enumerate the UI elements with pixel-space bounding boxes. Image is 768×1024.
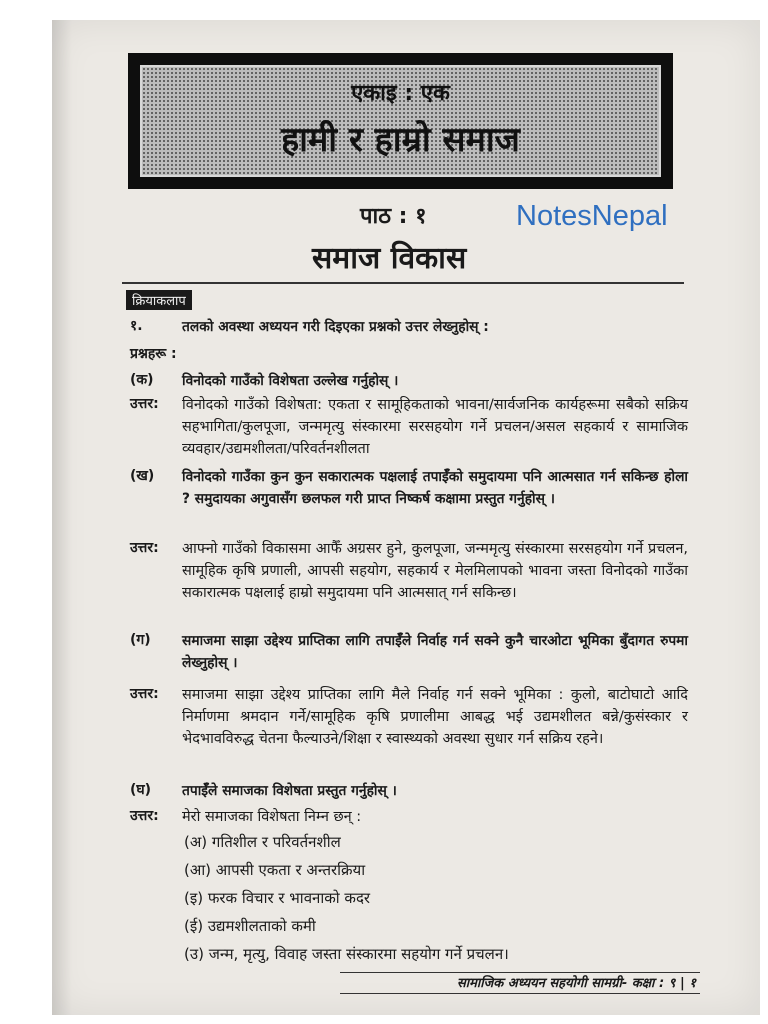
page-footer: सामाजिक अध्ययन सहयोगी सामग्री- कक्षा : ९ | १ — [340, 972, 700, 994]
answer-label: उत्तर: — [130, 540, 159, 556]
question-text: तपाईँले समाजका विशेषता प्रस्तुत गर्नुहोस् । — [182, 783, 397, 799]
answer-text: आफ्नो गाउँको विकासमा आफैँ अग्रसर हुने, कुलपूजा, जन्ममृत्यु संस्कारमा सरसहयोग गर्ने प्रचलन, सामूहिक कृषि प्रणाली, आपसी सहयोग, सहकार्य र मेलमिलापको भावना जस्ता विनोदको गाउँका सकारात्मक पक्षलाई हाम्रो समुदायमा पनि आत्मसात् गर्न सकिन्छ। — [182, 541, 688, 601]
question-label: (ग) — [130, 632, 151, 648]
answer-label: उत्तर: — [130, 808, 159, 824]
instruction-text: तलको अवस्था अध्ययन गरी दिइएका प्रश्नको उत्तर लेख्नुहोस् : — [182, 319, 489, 335]
feature-item: (उ) जन्म, मृत्यु, विवाह जस्ता संस्कारमा सहयोग गर्ने प्रचलन। — [184, 945, 509, 963]
divider-line — [122, 282, 684, 284]
feature-item: (अ) गतिशील र परिवर्तनशील — [184, 833, 341, 851]
answer-text: विनोदको गाउँको विशेषता: एकता र सामूहिकताको भावना/सार्वजनिक कार्यहरूमा सबैको सक्रिय सहभागिता/कुलपूजा, जन्ममृत्यु संस्कारमा सरसहयोग गर्ने प्रचलन/असल सहकार्य र सामाजिक व्यवहार/उद्यमशीलता/परिवर्तनशीलता — [182, 397, 688, 457]
activity-label: क्रियाकलाप — [126, 290, 192, 310]
lesson-number: पाठ : १ — [360, 204, 427, 229]
answer-text: समाजमा साझा उद्देश्य प्राप्तिका लागि मैले निर्वाह गर्न सक्ने भूमिका : कुलो, बाटोघाटो आदि निर्माणमा श्रमदान गर्ने/सामूहिक कृषि प्रणालीमा आबद्ध भई उद्यमशीलत बन्ने/कुसंस्कार र भेदभावविरुद्ध चेतना फैल्याउने/शिक्षा र स्वास्थ्यको अवस्था सुधार गर्न सक्रिय रहने। — [182, 687, 688, 747]
question-text: विनोदको गाउँको विशेषता उल्लेख गर्नुहोस् । — [182, 373, 399, 389]
question-label: (ख) — [130, 468, 155, 484]
watermark: NotesNepal — [516, 200, 668, 232]
feature-item: (आ) आपसी एकता र अन्तरक्रिया — [184, 861, 366, 879]
question-label: (घ) — [130, 782, 152, 798]
question-text: समाजमा साझा उद्देश्य प्राप्तिका लागि तपाईँले निर्वाह गर्न सक्ने कुनै चारओटा भूमिका बुँदागत रुपमा लेख्नुहोस् । — [182, 633, 688, 671]
question-label: (क) — [130, 372, 154, 388]
unit-label: एकाइ : एक — [351, 81, 450, 106]
feature-item: (इ) फरक विचार र भावनाको कदर — [184, 889, 371, 907]
question-text: विनोदको गाउँका कुन कुन सकारात्मक पक्षलाई तपाईँको समुदायमा पनि आत्मसात गर्न सकिन्छ होला ? समुदायका अगुवासँग छलफल गरी प्राप्त निष्कर्ष कक्षामा प्रस्तुत गर्नुहोस् । — [182, 469, 688, 507]
questions-label: प्रश्नहरू : — [130, 346, 177, 362]
instruction-number: १. — [130, 318, 143, 334]
answer-text: मेरो समाजका विशेषता निम्न छन् : — [182, 809, 362, 825]
lesson-title: समाज विकास — [312, 241, 467, 276]
unit-title: हामी र हाम्रो समाज — [281, 120, 520, 160]
page-edge-shadow — [52, 20, 72, 1015]
answer-label: उत्तर: — [130, 396, 159, 412]
unit-banner-inner — [140, 65, 661, 177]
feature-item: (ई) उद्यमशीलताको कमी — [184, 917, 316, 935]
answer-label: उत्तर: — [130, 686, 159, 702]
unit-banner — [128, 53, 673, 189]
